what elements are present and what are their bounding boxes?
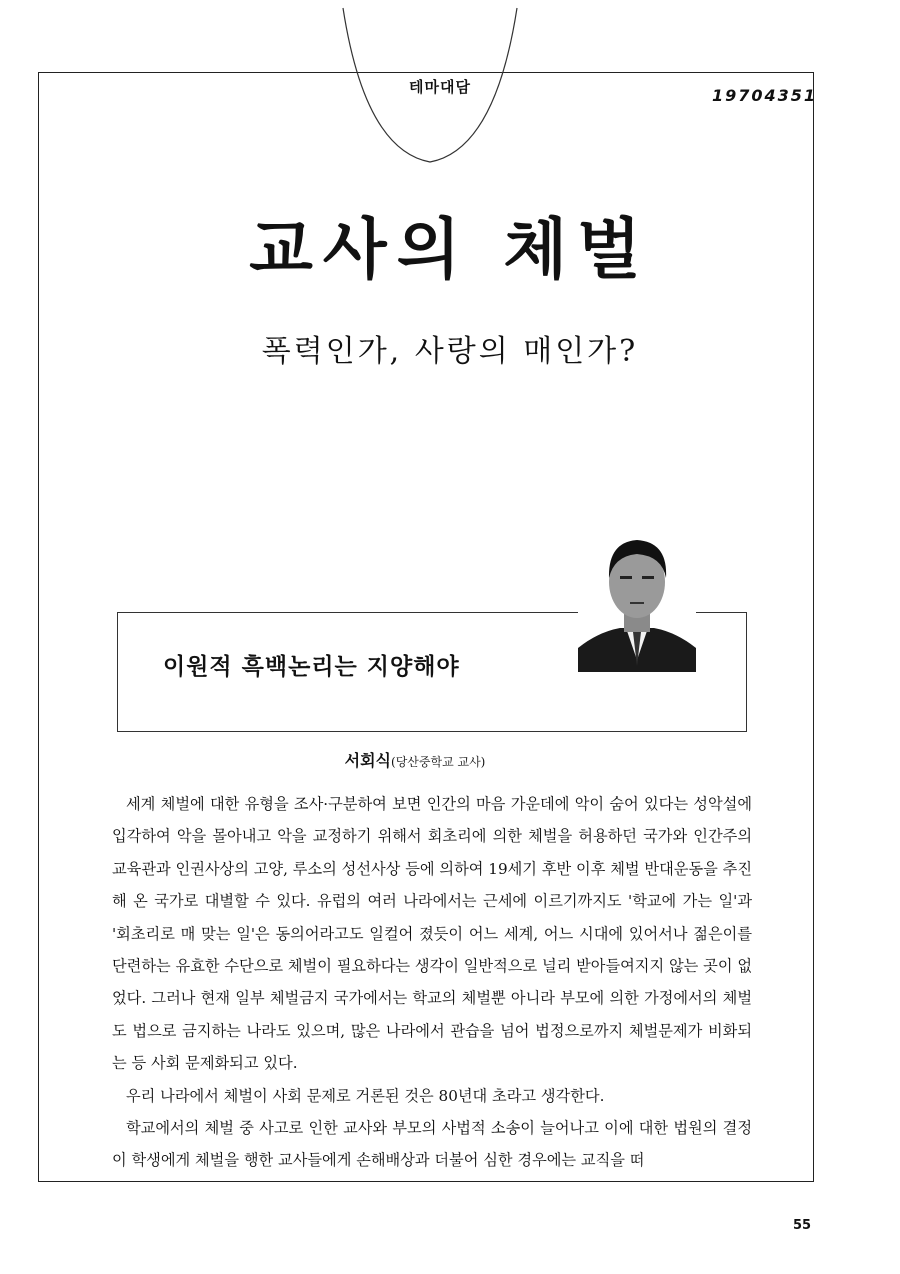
section-label: 테마대담 [409,78,471,96]
paragraph-3: 학교에서의 체벌 중 사고로 인한 교사와 부모의 사법적 소송이 늘어나고 이에 대한 법원의 결정이 학생에게 체벌을 행한 교사들에게 손해배상과 더불어 심한 경우에는 교직을 떠 [112,1119,752,1170]
paragraph-1: 세계 체벌에 대한 유형을 조사·구분하여 보면 인간의 마음 가운데에 악이 숨어 있다는 성악설에 입각하여 악을 몰아내고 악을 교정하기 위해서 회초리에 의한 체벌을 허용하던 국가와 인간주의 교육관과 인권사상의 고양, 루소의 성선사상 등에 의하여 19세기 후반 이후 체벌 반대운동을 추진해 온 국가로 대별할 수 있다. 유럽의 여러 나라에서는 근세에 이르기까지도 '학교에 가는 일'과 '회초리로 매 맞는 일'은 동의어라고도 일컬어 졌듯이 어느 세계, 어느 시대에 있어서나 젊은이를 단련하는 유효한 수단으로 체벌이 필요하다는 생각이 일반적으로 널리 받아들여지지 않는 곳이 없었다. 그러나 현재 일부 체벌금지 국가에서는 학교의 체벌뿐 아니라 부모에 의한 가정에서의 체벌도 법으로 금지하는 나라도 있으며, 많은 나라에서 관습을 넘어 법정으로까지 체벌문제가 비화되는 등 사회 문제화되고 있다. [112,795,752,1073]
callout-heading: 이원적 흑백논리는 지양해야 [163,654,460,680]
paragraph-2: 우리 나라에서 체벌이 사회 문제로 거론된 것은 80년대 초라고 생각한다. [126,1086,605,1105]
author-photo [578,520,696,672]
article-subtitle: 폭력인가, 사랑의 매인가? [261,334,639,369]
article-body [112,788,752,1177]
byline [0,748,830,771]
article-title: 교사의 체벌 [249,211,651,288]
author-affiliation: (당산중학교 교사) [391,755,486,769]
page-number: 55 [793,1218,812,1233]
document-id: 19704351 [712,86,818,105]
author-name: 서회식 [344,751,392,770]
